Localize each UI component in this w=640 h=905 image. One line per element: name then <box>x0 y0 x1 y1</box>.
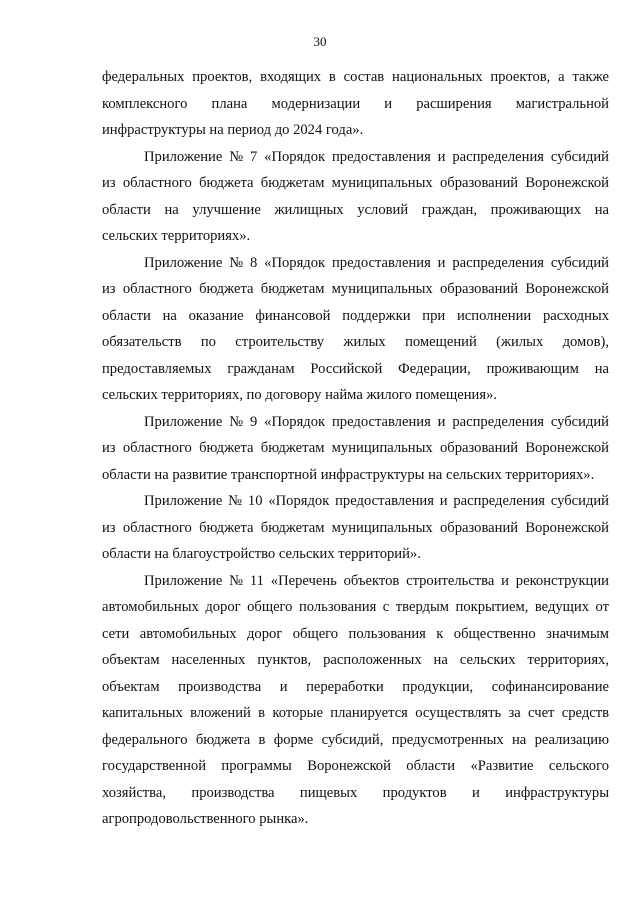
text-line: инфраструктуры на период до 2024 года». <box>102 122 364 138</box>
text-line: Приложение № 7 «Порядок предоставления и распределения субсидий <box>144 148 609 165</box>
text-line: Приложение № 8 «Порядок предоставления и распределения субсидий <box>144 254 609 271</box>
paragraph-appendix-11 <box>102 568 609 833</box>
paragraph-appendix-9 <box>102 409 609 489</box>
text-line: из областного бюджета бюджетам муниципальных образований Воронежской <box>102 519 609 536</box>
text-line: сельских территориях». <box>102 228 251 244</box>
text-line: обязательств по строительству жилых помещений (жилых домов), <box>102 334 609 350</box>
text-line: области на оказание финансовой поддержки при исполнении расходных <box>102 307 609 324</box>
text-line: области на благоустройство сельских территорий». <box>102 546 421 562</box>
text-line: автомобильных дорог общего пользования с твердым покрытием, ведущих от <box>102 599 609 615</box>
text-line: объектам производства и переработки продукции, софинансирование <box>102 678 609 695</box>
text-line: Приложение № 9 «Порядок предоставления и распределения субсидий <box>144 413 609 430</box>
document-body <box>102 64 609 833</box>
text-line: агропродовольственного рынка». <box>102 811 309 827</box>
text-line: предоставляемых гражданам Российской Федерации, проживающим на <box>102 360 609 377</box>
paragraph-appendix-7 <box>102 144 609 250</box>
text-line: Приложение № 11 «Перечень объектов строительства и реконструкции <box>144 572 609 589</box>
text-line: капитальных вложений в которые планируется осуществлять за счет средств <box>102 705 609 721</box>
text-line: сети автомобильных дорог общего пользования к общественно значимым <box>102 625 609 642</box>
text-line: области на улучшение жилищных условий граждан, проживающих на <box>102 201 609 218</box>
text-line: хозяйства, производства пищевых продуктов и инфраструктуры <box>102 784 609 801</box>
paragraph <box>102 64 609 144</box>
text-line: области на развитие транспортной инфраструктуры на сельских территориях». <box>102 466 595 483</box>
paragraph-appendix-10 <box>102 488 609 568</box>
paragraph-appendix-8 <box>102 250 609 409</box>
text-line: федеральных проектов, входящих в состав национальных проектов, а также <box>102 69 609 85</box>
text-line: из областного бюджета бюджетам муниципальных образований Воронежской <box>102 440 609 456</box>
text-line: сельских территориях, по договору найма жилого помещения». <box>102 387 498 403</box>
text-line: из областного бюджета бюджетам муниципальных образований Воронежской <box>102 175 609 191</box>
text-line: объектам населенных пунктов, расположенных на сельских территориях, <box>102 652 609 668</box>
text-line: из областного бюджета бюджетам муниципальных образований Воронежской <box>102 281 609 297</box>
text-line: комплексного плана модернизации и расширения магистральной <box>102 95 609 112</box>
text-line: федерального бюджета в форме субсидий, предусмотренных на реализацию <box>102 731 609 748</box>
page-number: 30 <box>313 34 327 49</box>
text-line: Приложение № 10 «Порядок предоставления и распределения субсидий <box>144 493 609 509</box>
text-line: государственной программы Воронежской области «Развитие сельского <box>102 758 609 774</box>
